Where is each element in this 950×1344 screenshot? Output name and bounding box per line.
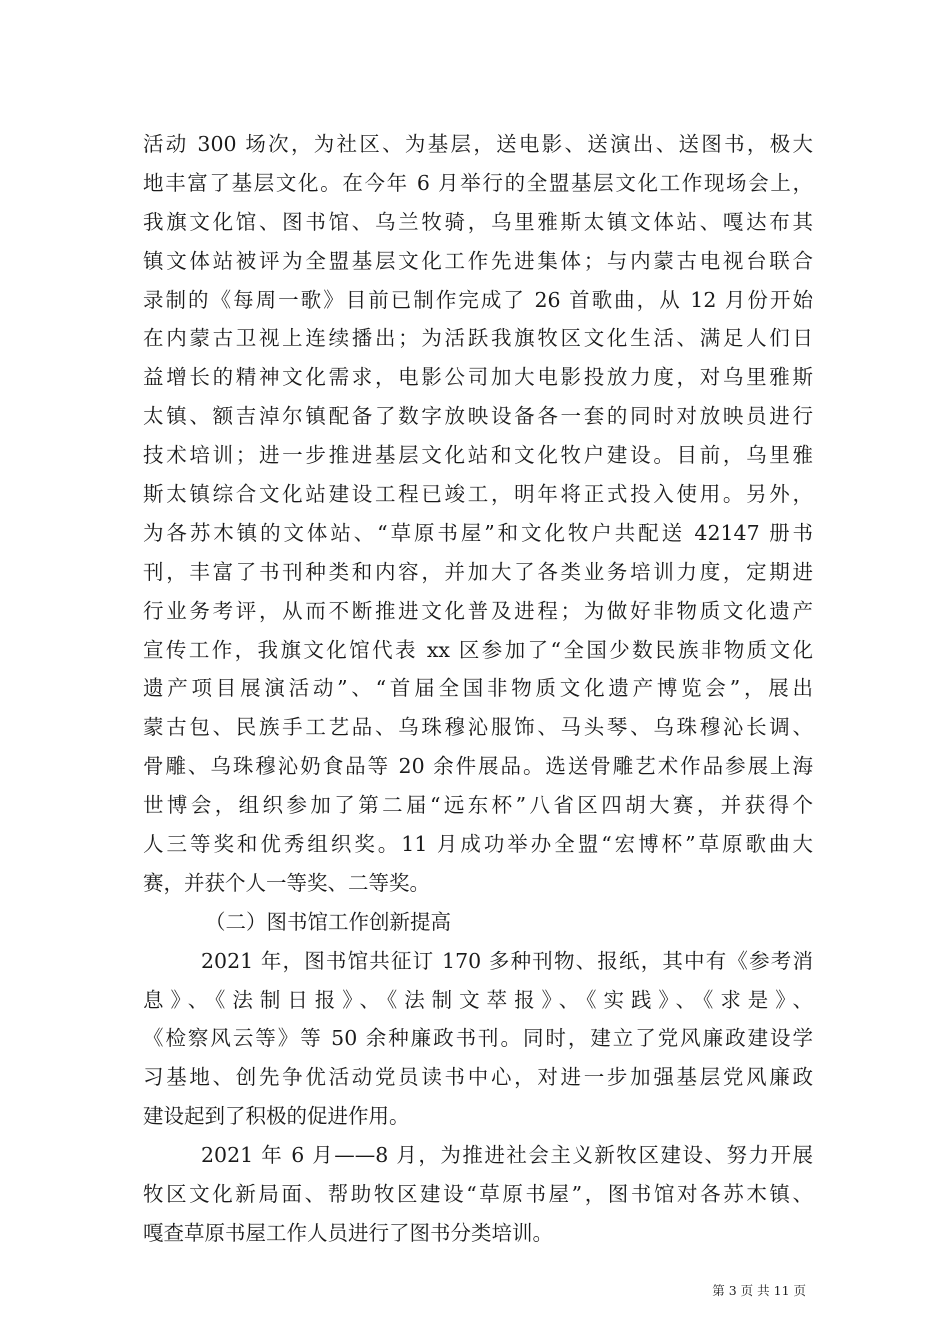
text-line: 牧区文化新局面、帮助牧区建设“草原书屋”，图书馆对各苏木镇、 <box>143 1182 813 1207</box>
text-line: 嘎查草原书屋工作人员进行了图书分类培训。 <box>143 1220 553 1245</box>
text-line: 为各苏木镇的文体站、“草原书屋”和文化牧户共配送 42147 册书 <box>143 520 813 545</box>
text-line: 2021 年 6 月——8 月，为推进社会主义新牧区建设、努力开展 <box>201 1143 813 1168</box>
text-line: 太镇、额吉淖尔镇配备了数字放映设备各一套的同时对放映员进行 <box>143 404 813 429</box>
text-line: 遗产项目展演活动”、“首届全国非物质文化遗产博览会”，展出 <box>143 676 813 701</box>
text-line: 录制的《每周一歌》目前已制作完成了 26 首歌曲，从 12 月份开始 <box>143 287 813 312</box>
text-line: 蒙古包、民族手工艺品、乌珠穆沁服饰、马头琴、乌珠穆沁长调、 <box>143 715 813 740</box>
text-line: 人三等奖和优秀组织奖。11 月成功举办全盟“宏博杯”草原歌曲大 <box>143 832 813 857</box>
text-line: 技术培训；进一步推进基层文化站和文化牧户建设。目前，乌里雅 <box>143 443 813 468</box>
text-line: 宣传工作，我旗文化馆代表 xx 区参加了“全国少数民族非物质文化 <box>143 637 813 662</box>
text-line: 骨雕、乌珠穆沁奶食品等 20 余件展品。选送骨雕艺术作品参展上海 <box>143 754 813 779</box>
text-line: 我旗文化馆、图书馆、乌兰牧骑，乌里雅斯太镇文体站、嘎达布其 <box>143 209 813 234</box>
text-line: 行业务考评，从而不断推进文化普及进程；为做好非物质文化遗产 <box>143 598 813 623</box>
text-line: 在内蒙古卫视上连续播出；为活跃我旗牧区文化生活、满足人们日 <box>143 326 813 351</box>
text-line: 镇文体站被评为全盟基层文化工作先进集体；与内蒙古电视台联合 <box>143 248 813 273</box>
text-line: 世博会，组织参加了第二届“远东杯”八省区四胡大赛，并获得个 <box>143 793 813 818</box>
text-line: 《检察风云等》等 50 余种廉政书刊。同时，建立了党风廉政建设学 <box>143 1026 813 1051</box>
text-line: 益增长的精神文化需求，电影公司加大电影投放力度，对乌里雅斯 <box>143 365 813 390</box>
text-line: 斯太镇综合文化站建设工程已竣工，明年将正式投入使用。另外， <box>143 482 813 507</box>
page-number: 第 3 页 共 11 页 <box>712 1283 806 1298</box>
text-line: 息》、《法制日报》、《法制文萃报》、《实践》、《求是》、 <box>143 987 813 1012</box>
text-line: 赛，并获个人一等奖、二等奖。 <box>143 870 430 895</box>
text-line: 2021 年，图书馆共征订 170 多种刊物、报纸，其中有《参考消 <box>201 948 813 973</box>
text-line: 地丰富了基层文化。在今年 6 月举行的全盟基层文化工作现场会上， <box>143 170 813 195</box>
text-line: 习基地、创先争优活动党员读书中心，对进一步加强基层党风廉政 <box>143 1065 813 1090</box>
text-line: 刊，丰富了书刊种类和内容，并加大了各类业务培训力度，定期进 <box>143 559 813 584</box>
body-text <box>143 125 813 1253</box>
text-line: 建设起到了积极的促进作用。 <box>143 1104 410 1129</box>
section-heading: （二）图书馆工作创新提高 <box>205 909 451 934</box>
text-line: 活动 300 场次，为社区、为基层，送电影、送演出、送图书，极大 <box>143 132 813 156</box>
